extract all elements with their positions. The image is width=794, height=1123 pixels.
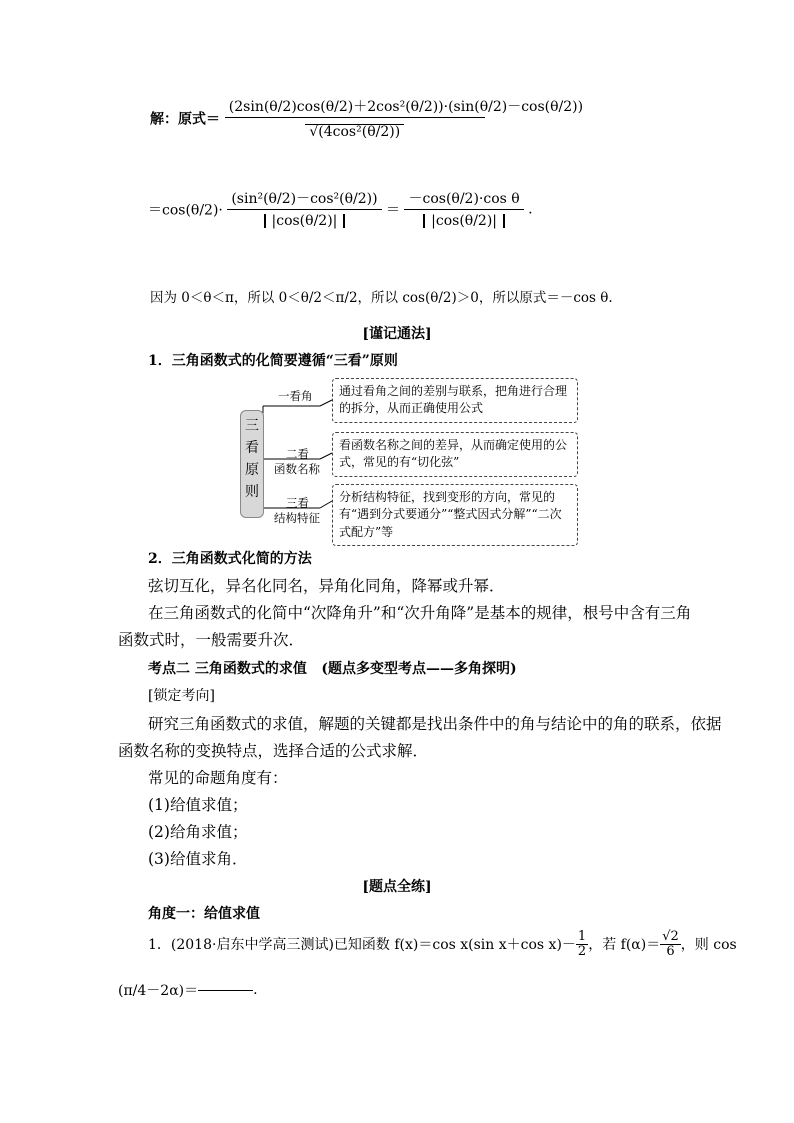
branch-2-label-b: 函数名称 — [274, 462, 320, 476]
center-char-1: 三 — [245, 418, 259, 434]
list-item-3: (3)给值求角． — [148, 850, 248, 868]
item-2-title: 2．三角函数式化简的方法 — [148, 551, 312, 567]
section-practice-heading: [题点全练] — [362, 879, 432, 895]
solution-conclusion: 因为 0＜θ＜π，所以 0＜θ/2＜π/2，所以 cos(θ/2)＞0，所以原式＝－cos θ. — [150, 290, 613, 306]
eq2-cos-factor: ＝cos(θ/2)· — [148, 202, 223, 219]
paragraph-1: 弦切互化，异名化同名，异角化同角，降幂或升幂． — [148, 577, 505, 595]
solution-prefix: 解：原式＝ — [150, 111, 220, 128]
eq2-numerator-1: (sin²(θ/2)－cos²(θ/2)) — [227, 190, 381, 210]
branch-3-label-b: 结构特征 — [274, 511, 320, 525]
solution-equation-1 — [150, 98, 584, 140]
eq2-period: . — [528, 201, 533, 218]
kaodian-heading — [148, 658, 517, 678]
eq2-denominator-1: |cos(θ/2)| — [264, 214, 346, 229]
eq2-fraction-2 — [404, 190, 523, 229]
kaodian-title: 考点二 三角函数式的求值 — [148, 661, 307, 677]
center-char-2: 看 — [245, 440, 259, 456]
eq1-fraction — [225, 98, 584, 140]
item-1-title: 1．三角函数式的化简要遵循“三看”原则 — [148, 353, 398, 369]
eq2-fraction-1 — [227, 190, 381, 229]
paragraph-2-line-2: 函数式时，一般需要升次． — [118, 631, 305, 649]
eq2-equals: ＝ — [386, 202, 401, 219]
branch-3-label-a: 三看 — [286, 496, 309, 510]
three-look-diagram — [240, 376, 580, 539]
question-1-line-2 — [118, 980, 258, 1000]
question-1-line-1 — [148, 930, 737, 958]
lock-direction-heading: [锁定考向] — [148, 688, 215, 704]
branch-1-box: 通过看角之间的差别与联系，把角进行合理的拆分，从而正确使用公式 — [332, 378, 578, 423]
list-item-2: (2)给角求值； — [148, 823, 248, 841]
question-1-mid: ，若 f(α)＝ — [588, 937, 661, 954]
question-1-value: $\frac{√2}{6}$ — [662, 929, 679, 959]
section-memo-heading: [谨记通法] — [362, 326, 432, 342]
question-1-expression: (π/4－2α)＝ — [118, 983, 199, 999]
branch-2-label-a: 二看 — [286, 447, 309, 461]
answer-blank[interactable] — [198, 990, 253, 991]
question-1-prefix: 1．(2018·启东中学高三测试)已知函数 f(x)＝cos x(sin x＋cos x)－ — [148, 937, 576, 954]
branch-2-box: 看函数名称之间的差异，从而确定使用的公式，常见的有“切化弦” — [332, 432, 578, 477]
eq1-numerator: (2sin(θ/2)cos(θ/2)＋2cos²(θ/2))·(sin(θ/2)－cos(θ/2)) — [225, 98, 485, 118]
paragraph-3-line-1: 研究三角函数式的求值，解题的关键都是找出条件中的角与结论中的角的联系，依据 — [148, 715, 722, 733]
kaodian-note: (题点多变型考点——多角探明) — [321, 661, 517, 677]
eq2-denominator-2: |cos(θ/2)| — [423, 214, 505, 229]
list-item-1: (1)给值求值； — [148, 796, 248, 814]
branch-1-label: 一看角 — [278, 389, 313, 403]
paragraph-3-line-2: 函数名称的变换特点，选择合适的公式求解． — [118, 742, 429, 760]
question-1-half: $\frac{1}{2}$ — [577, 929, 587, 959]
eq2-numerator-2: －cos(θ/2)·cos θ — [404, 190, 523, 210]
question-1-end: ，则 cos — [680, 937, 737, 954]
angle-1-heading: 角度一：给值求值 — [148, 906, 260, 922]
center-char-3: 原 — [245, 462, 259, 478]
center-char-4: 则 — [245, 484, 259, 500]
solution-equation-2 — [148, 190, 533, 229]
diagram-center-box — [240, 410, 264, 518]
paragraph-4: 常见的命题角度有： — [148, 769, 288, 787]
paragraph-2-line-1: 在三角函数式的化简中“次降角升”和“次升角降”是基本的规律，根号中含有三角 — [148, 604, 692, 622]
question-1-period: . — [253, 982, 258, 998]
eq1-denominator — [225, 118, 485, 140]
sqrt-expression: √(4cos²(θ/2)) — [305, 124, 404, 140]
branch-3-box: 分析结构特征，找到变形的方向，常见的有“遇到分式要通分”“整式因式分解”“二次式配方”等 — [332, 484, 578, 546]
